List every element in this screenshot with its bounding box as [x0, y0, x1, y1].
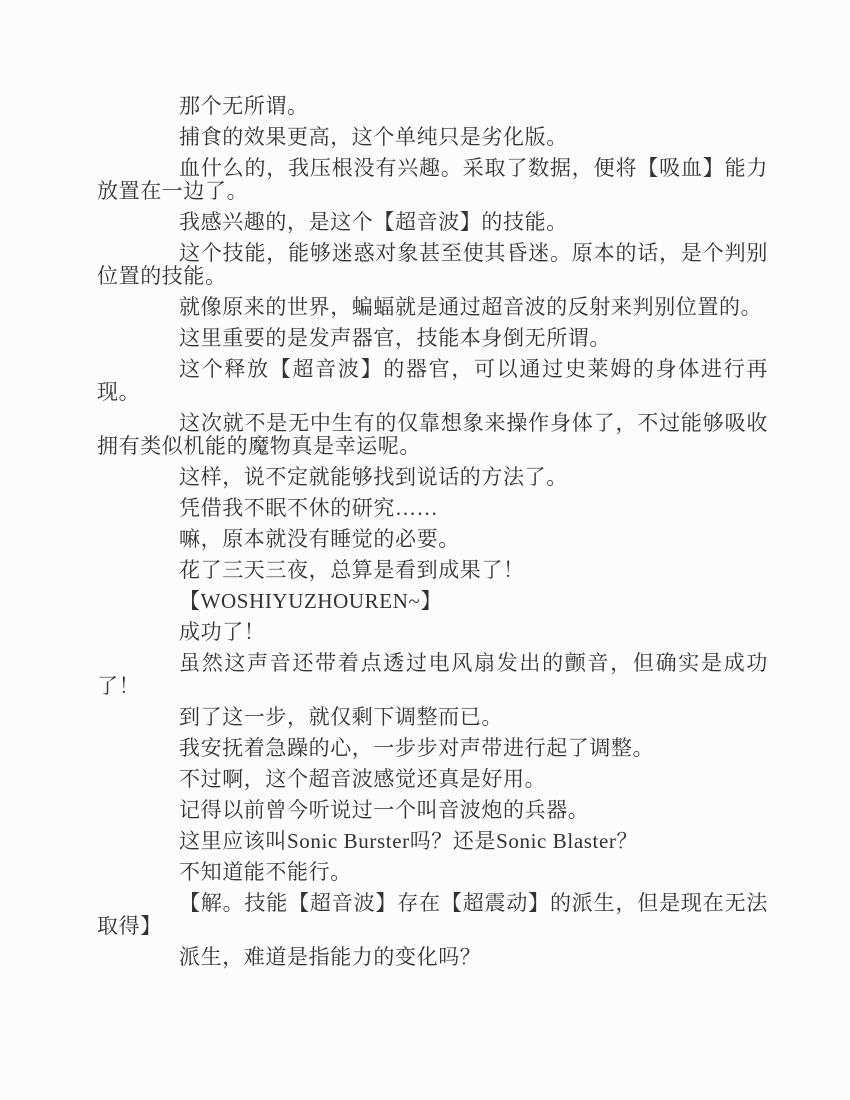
paragraph: 不过啊，这个超音波感觉还真是好用。: [179, 767, 547, 791]
paragraph: 这里应该叫Sonic Burster吗？还是Sonic Blaster？: [179, 829, 639, 853]
paragraph: 那个无所谓。: [179, 94, 309, 118]
paragraph: 嘛，原本就没有睡觉的必要。: [179, 527, 460, 551]
paragraph: 花了三天三夜，总算是看到成果了！: [179, 558, 525, 582]
paragraph: 凭借我不眠不休的研究……: [179, 496, 439, 520]
paragraph: 【解。技能【超音波】存在【超震动】的派生，但是现在无法取得】: [97, 891, 768, 938]
paragraph: 血什么的，我压根没有兴趣。采取了数据，便将【吸血】能力放置在一边了。: [97, 156, 768, 203]
paragraph: 虽然这声音还带着点透过电风扇发出的颤音，但确实是成功了！: [97, 651, 768, 698]
paragraph: 【WOSHIYUZHOUREN~】: [179, 589, 443, 613]
paragraph: 派生，难道是指能力的变化吗？: [179, 945, 482, 969]
paragraph: 到了这一步，就仅剩下调整而已。: [179, 705, 503, 729]
novel-text-body: [97, 95, 768, 977]
paragraph: 我感兴趣的，是这个【超音波】的技能。: [179, 210, 568, 234]
paragraph: 记得以前曾今听说过一个叫音波炮的兵器。: [179, 798, 590, 822]
paragraph: 不知道能不能行。: [179, 860, 352, 884]
paragraph: 就像原来的世界，蝙蝠就是通过超音波的反射来判别位置的。: [179, 295, 763, 319]
paragraph: 这样，说不定就能够找到说话的方法了。: [179, 465, 568, 489]
paragraph: 我安抚着急躁的心，一步步对声带进行起了调整。: [179, 736, 655, 760]
paragraph: 这里重要的是发声器官，技能本身倒无所谓。: [179, 326, 611, 350]
paragraph: 这个释放【超音波】的器官，可以通过史莱姆的身体进行再现。: [97, 357, 768, 404]
paragraph: 这次就不是无中生有的仅靠想象来操作身体了，不过能够吸收拥有类似机能的魔物真是幸运呢。: [97, 411, 768, 458]
paragraph: 成功了！: [179, 620, 266, 644]
paragraph: 这个技能，能够迷惑对象甚至使其昏迷。原本的话，是个判别位置的技能。: [97, 241, 768, 288]
paragraph: 捕食的效果更高，这个单纯只是劣化版。: [179, 125, 568, 149]
